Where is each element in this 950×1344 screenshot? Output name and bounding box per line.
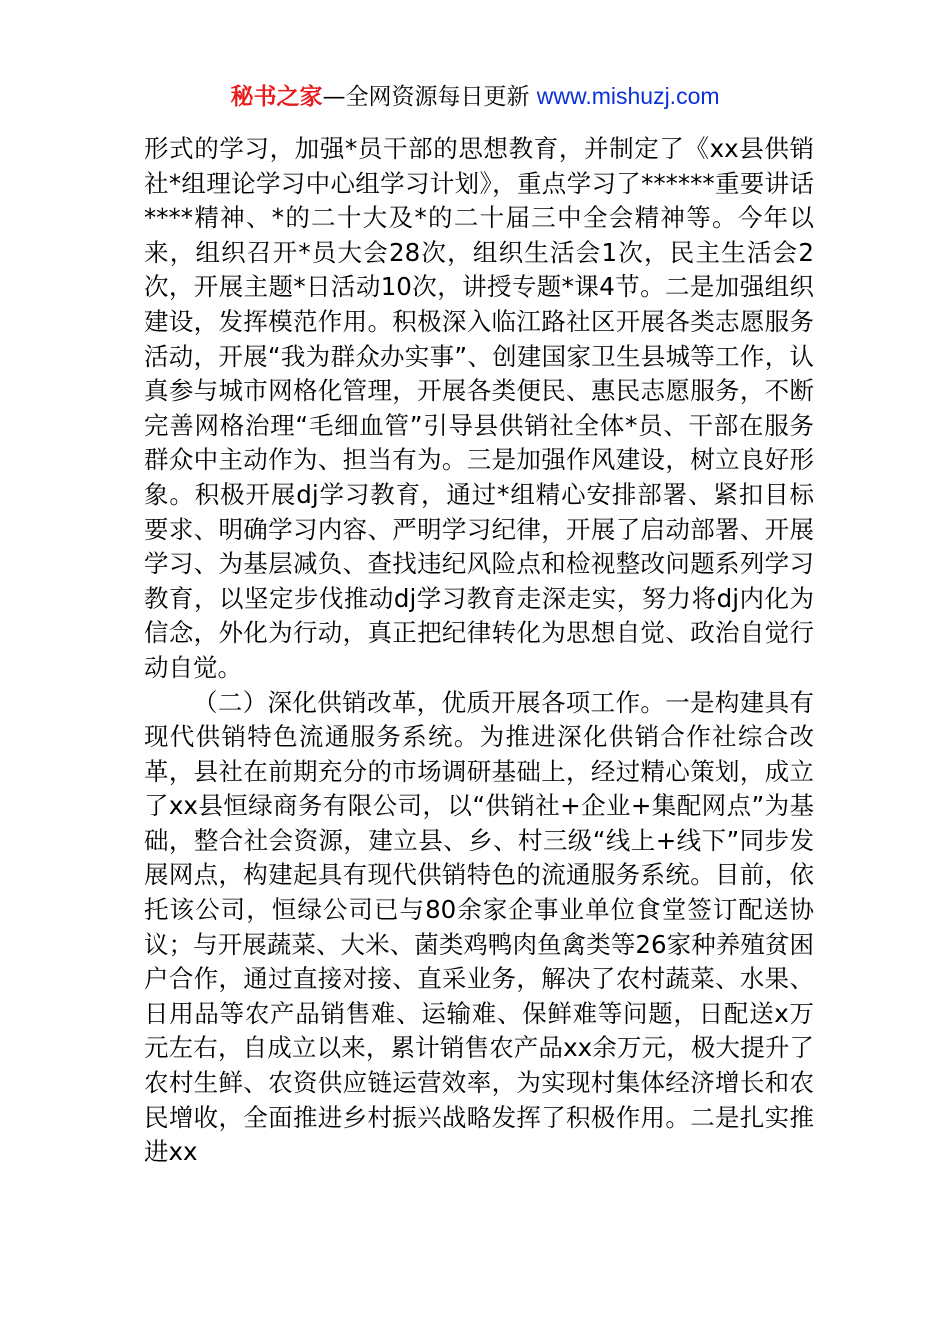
site-tagline: —全网资源每日更新 xyxy=(322,84,537,110)
paragraph-continued: 形式的学习，加强*员干部的思想教育，并制定了《xx县供销社*组理论学习中心组学习计划》，重点学习了******重要讲话****精神、*的二十大及*的二十届三中全会精神等。今年以来，组织召开*员大会28次，组织生活会1次，民主生活会2次，开展主题*日活动10次，讲授专题*课4节。二是加强组织建设，发挥模范作用。积极深入临江路社区开展各类志愿服务活动，开展“我为群众办实事”、创建国家卫生县城等工作，认真参与城市网格化管理，开展各类便民、惠民志愿服务，不断完善网格治理“毛细血管”引导县供销社全体*员、干部在服务群众中主动作为、担当有为。三是加强作风建设，树立良好形象。积极开展dj学习教育，通过*组精心安排部署、紧扣目标要求、明确学习内容、严明学习纪律，开展了启动部署、开展学习、为基层减负、查找违纪风险点和检视整改问题系列学习教育，以坚定步伐推动dj学习教育走深走实，努力将dj内化为信念，外化为行动，真正把纪律转化为思想自觉、政治自觉行动自觉。 xyxy=(144,134,814,682)
document-body xyxy=(144,132,814,1170)
site-header xyxy=(0,80,950,113)
paragraph-section-two: （二）深化供销改革，优质开展各项工作。一是构建具有现代供销特色流通服务系统。为推进深化供销合作社综合改革，县社在前期充分的市场调研基础上，经过精心策划，成立了xx县恒绿商务有限公司，以“供销社+企业+集配网点”为基础，整合社会资源，建立县、乡、村三级“线上+线下”同步发展网点，构建起具有现代供销特色的流通服务系统。目前，依托该公司，恒绿公司已与80余家企事业单位食堂签订配送协议；与开展蔬菜、大米、菌类鸡鸭肉鱼禽类等26家种养殖贫困户合作，通过直接对接、直采业务，解决了农村蔬菜、水果、日用品等农产品销售难、运输难、保鲜难等问题，日配送x万元左右，自成立以来，累计销售农产品xx余万元，极大提升了农村生鲜、农资供应链运营效率，为实现村集体经济增长和农民增收，全面推进乡村振兴战略发挥了积极作用。二是扎实推进xx xyxy=(144,687,815,1167)
site-brand: 秘书之家 xyxy=(230,84,323,110)
site-url-link[interactable]: www.mishuzj.com xyxy=(536,83,720,109)
